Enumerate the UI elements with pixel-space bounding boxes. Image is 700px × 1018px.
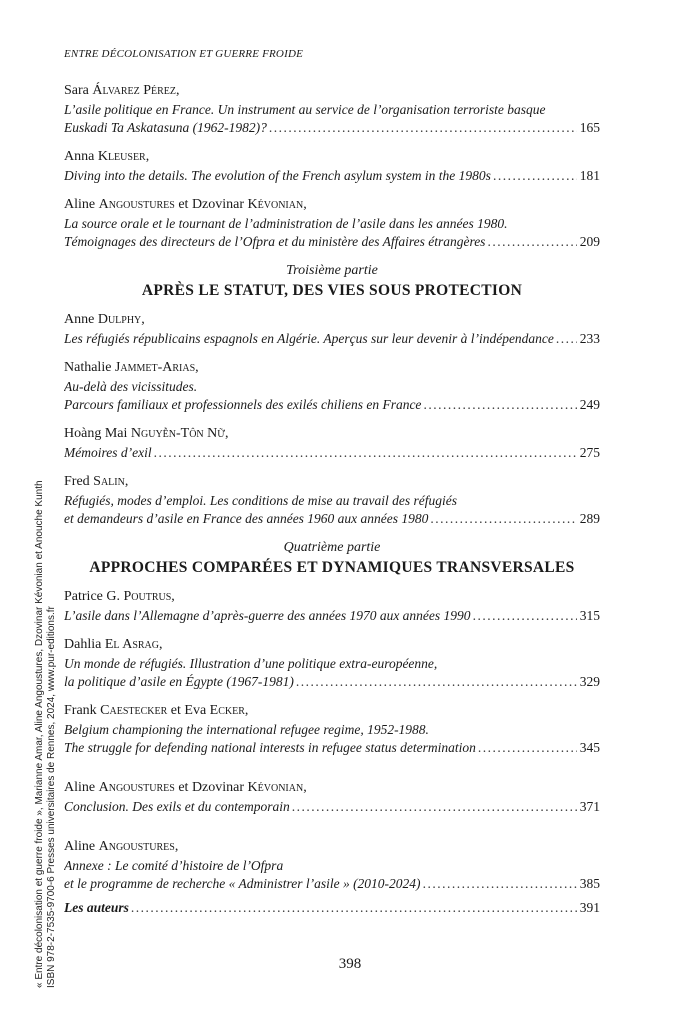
toc-entry[interactable]: [64, 196, 600, 251]
dot-leader: [487, 233, 576, 251]
toc-title: Conclusion. Des exils et du contemporain: [64, 799, 290, 814]
copyright-notice: [34, 428, 58, 988]
copyright-line-2: ISBN 978-2-7535-9700-6 Presses universitaires de Rennes, 2024, www.pur-editions.fr: [46, 606, 57, 988]
toc-title: Euskadi Ta Askatasuna (1962-1982)?: [64, 120, 267, 135]
toc-title: L’asile dans l’Allemagne d’après-guerre des années 1970 aux années 1990: [64, 608, 471, 623]
toc-title: Mémoires d’exil: [64, 445, 152, 460]
author-surname: Kleuser: [97, 149, 146, 164]
author-comma: ,: [145, 149, 150, 164]
toc-title-line: [64, 444, 600, 462]
toc-title-line: La source orale et le tournant de l’administration de l’asile dans les années 1980.: [64, 216, 508, 231]
page-number: 315: [579, 608, 600, 623]
toc-author: [64, 779, 600, 797]
author-surname: El Asrag: [104, 637, 160, 652]
toc-entry-authors[interactable]: [64, 899, 600, 917]
part-label: Troisième partie: [286, 263, 378, 278]
toc-title-line: [64, 167, 600, 185]
page-number: 371: [579, 799, 600, 814]
toc-title-line: Annexe : Le comité d’histoire de l’Ofpra: [64, 858, 284, 873]
author-surname: Kévonian: [247, 780, 304, 795]
toc-title: la politique d’asile en Égypte (1967-1981): [64, 674, 294, 689]
author-surname: Caestecker: [100, 703, 168, 718]
author-given-name: Frank: [64, 703, 101, 718]
dot-leader: [430, 510, 576, 528]
author-surname: Angoustures: [98, 780, 175, 795]
author-given-name: Anne: [64, 312, 98, 327]
toc-entry[interactable]: [64, 838, 600, 893]
page-number: 233: [579, 331, 600, 346]
author-surname: Dulphy: [97, 312, 142, 327]
author-surname: Nguyễn-Tôn Nữ: [130, 426, 226, 441]
toc-author: [64, 82, 600, 100]
author-connector: et Eva: [167, 703, 210, 718]
toc-title: Parcours familiaux et professionnels des exilés chiliens en France: [64, 397, 422, 412]
toc-entry[interactable]: [64, 148, 600, 185]
toc-title-line: [64, 798, 600, 816]
part-three-header: [64, 262, 600, 301]
dot-leader: [556, 330, 577, 348]
toc-title: Les réfugiés républicains espagnols en Algérie. Aperçus sur leur devenir à l’indépendance: [64, 331, 554, 346]
page-number: 165: [579, 120, 600, 135]
copyright-line-1: « Entre décolonisation et guerre froide », Marianne Amar, Aline Angoustures, Dzovinar Kévonian et Anouche Kunth: [34, 480, 45, 988]
author-given-name: Aline: [64, 780, 99, 795]
author-comma: ,: [141, 312, 145, 327]
toc-author: [64, 425, 600, 443]
dot-leader: [269, 119, 577, 137]
author-comma: ,: [303, 197, 307, 212]
toc-entry[interactable]: [64, 636, 600, 691]
toc-title-line: [64, 673, 600, 691]
toc-title-line: [64, 119, 600, 137]
author-given-name: Patrice G.: [64, 589, 124, 604]
dot-leader: [493, 167, 577, 185]
author-comma: ,: [303, 780, 307, 795]
author-comma: ,: [176, 83, 180, 98]
part-heading: APPROCHES COMPARÉES ET DYNAMIQUES TRANSVERSALES: [89, 559, 575, 576]
toc-title: Les auteurs: [64, 900, 129, 915]
toc-title-line: [64, 875, 600, 893]
author-comma: ,: [195, 360, 199, 375]
toc-title-line: Belgium championing the international refugee regime, 1952-1988.: [64, 722, 429, 737]
author-comma: ,: [124, 474, 129, 489]
toc-entry[interactable]: [64, 779, 600, 816]
author-given-name: Hoàng Mai: [64, 426, 131, 441]
author-surname: Salin: [93, 474, 125, 489]
toc-group-fourth-part: [64, 588, 600, 893]
toc-author: [64, 702, 600, 720]
toc-entry[interactable]: [64, 588, 600, 625]
author-surname: Angoustures: [98, 839, 175, 854]
toc-title: et demandeurs d’asile en France des années 1960 aux années 1980: [64, 511, 429, 526]
toc-title-line: Un monde de réfugiés. Illustration d’une politique extra-européenne,: [64, 656, 438, 671]
page-number: 289: [579, 511, 600, 526]
dot-leader: [423, 875, 577, 893]
dot-leader: [423, 396, 576, 414]
toc-title-line: Au-delà des vicissitudes.: [64, 379, 198, 394]
page-number: 345: [579, 740, 600, 755]
toc-entry[interactable]: [64, 82, 600, 137]
part-four-header: [64, 539, 600, 578]
part-label: Quatrième partie: [283, 540, 381, 555]
dot-leader: [154, 444, 577, 462]
toc-group-third-part: [64, 311, 600, 528]
author-surname: Kévonian: [247, 197, 304, 212]
page-number: 181: [579, 168, 600, 183]
toc-author: [64, 359, 600, 377]
author-given-name: Fred: [64, 474, 94, 489]
table-of-contents: [64, 82, 600, 928]
toc-title: The struggle for defending national interests in refugee status determination: [64, 740, 476, 755]
toc-title-line: [64, 233, 600, 251]
author-surname: Jammet-Arias: [114, 360, 196, 375]
dot-leader: [131, 899, 577, 917]
author-surname: Angoustures: [98, 197, 175, 212]
page-number: 249: [579, 397, 600, 412]
author-given-name: Nathalie: [64, 360, 115, 375]
toc-author: [64, 588, 600, 606]
author-given-name: Anna: [64, 149, 98, 164]
toc-title-line: Réfugiés, modes d’emploi. Les conditions de mise au travail des réfugiés: [64, 493, 457, 508]
author-comma: ,: [244, 703, 249, 718]
page-number: 385: [579, 876, 600, 891]
toc-title-line: [64, 607, 600, 625]
toc-title: Diving into the details. The evolution of the French asylum system in the 1980s: [64, 168, 491, 183]
dot-leader: [296, 673, 577, 691]
toc-title-line: [64, 330, 600, 348]
author-given-name: Aline: [64, 839, 99, 854]
author-connector: et Dzovinar: [174, 197, 248, 212]
page-number: 209: [579, 234, 600, 249]
part-heading: APRÈS LE STATUT, DES VIES SOUS PROTECTION: [141, 282, 523, 299]
dot-leader: [473, 607, 577, 625]
page-number: 329: [579, 674, 600, 689]
toc-author: [64, 838, 600, 856]
author-given-name: Sara: [64, 83, 93, 98]
toc-entry[interactable]: [64, 359, 600, 414]
toc-author: [64, 196, 600, 214]
toc-title-line: [64, 510, 600, 528]
toc-author: [64, 311, 600, 329]
dot-leader: [292, 798, 577, 816]
author-comma: ,: [225, 426, 229, 441]
toc-entry[interactable]: [64, 702, 600, 757]
toc-entry[interactable]: [64, 473, 600, 528]
toc-entry[interactable]: [64, 425, 600, 462]
author-comma: ,: [159, 637, 163, 652]
running-head: ENTRE DÉCOLONISATION ET GUERRE FROIDE: [64, 48, 304, 60]
toc-group-second-part: [64, 82, 600, 251]
toc-title-line: [64, 739, 600, 757]
author-connector: et Dzovinar: [174, 780, 248, 795]
toc-title: et le programme de recherche « Administrer l’asile » (2010-2024): [64, 876, 421, 891]
author-given-name: Dahlia: [64, 637, 105, 652]
author-surname: Álvarez Pérez: [92, 83, 177, 98]
toc-author: [64, 636, 600, 654]
page-number: 275: [579, 445, 600, 460]
toc-author: [64, 473, 600, 491]
dot-leader: [478, 739, 577, 757]
toc-title-line: L’asile politique en France. Un instrument au service de l’organisation terroriste basque: [64, 102, 546, 117]
toc-title-line: [64, 899, 600, 917]
toc-title: Témoignages des directeurs de l’Ofpra et du ministère des Affaires étrangères: [64, 234, 486, 249]
page-number: 391: [579, 900, 600, 915]
author-surname: Ecker: [209, 703, 245, 718]
toc-entry[interactable]: [64, 311, 600, 348]
author-comma: ,: [174, 839, 179, 854]
author-surname: Poutrus: [123, 589, 172, 604]
toc-author: [64, 148, 600, 166]
page-folio: 398: [338, 956, 362, 972]
toc-title-line: [64, 396, 600, 414]
author-given-name: Aline: [64, 197, 99, 212]
author-comma: ,: [171, 589, 175, 604]
